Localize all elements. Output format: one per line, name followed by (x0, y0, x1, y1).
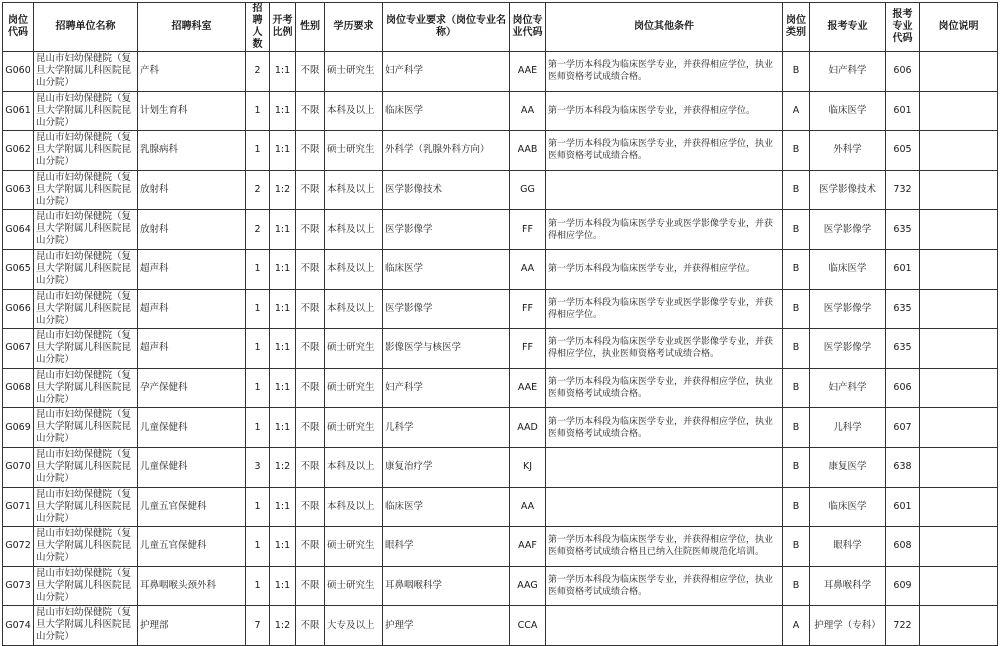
cell-other: 第一学历本科段为临床医学专业或医学影像学专业，并获得相应学位。 (546, 210, 783, 250)
header-major-req: 岗位专业要求（岗位专业名称） (383, 3, 510, 52)
cell-major: 医学影像技术 (383, 170, 510, 210)
cell-gender: 不限 (296, 170, 325, 210)
cell-note (920, 249, 998, 289)
cell-gender: 不限 (296, 487, 325, 527)
cell-gender: 不限 (296, 329, 325, 369)
cell-edu: 本科及以上 (325, 210, 383, 250)
cell-exam-code: 605 (886, 131, 920, 171)
cell-edu: 本科及以上 (325, 170, 383, 210)
cell-code: G071 (3, 487, 34, 527)
table-row (3, 131, 998, 171)
cell-unit: 昆山市妇幼保健院（复旦大学附属儿科医院昆山分院） (34, 447, 138, 487)
cell-exam-code: 722 (886, 606, 920, 646)
cell-category: B (783, 408, 810, 448)
cell-other: 第一学历本科段为临床医学专业，并获得相应学位，执业医师资格考试成绩合格。 (546, 131, 783, 171)
cell-count: 2 (246, 52, 270, 92)
cell-note (920, 289, 998, 329)
cell-exam-major: 医学影像技术 (810, 170, 886, 210)
cell-note (920, 131, 998, 171)
cell-unit: 昆山市妇幼保健院（复旦大学附属儿科医院昆山分院） (34, 249, 138, 289)
cell-major-code: AAB (510, 131, 546, 171)
cell-code: G074 (3, 606, 34, 646)
cell-count: 1 (246, 289, 270, 329)
cell-gender: 不限 (296, 606, 325, 646)
cell-dept: 放射科 (138, 170, 246, 210)
cell-exam-major: 眼科学 (810, 527, 886, 567)
cell-exam-major: 临床医学 (810, 249, 886, 289)
cell-gender: 不限 (296, 408, 325, 448)
cell-edu: 大专及以上 (325, 606, 383, 646)
cell-code: G063 (3, 170, 34, 210)
cell-exam-major: 临床医学 (810, 487, 886, 527)
header-note: 岗位说明 (920, 3, 998, 52)
cell-major-code: AA (510, 91, 546, 131)
cell-unit: 昆山市妇幼保健院（复旦大学附属儿科医院昆山分院） (34, 606, 138, 646)
cell-count: 7 (246, 606, 270, 646)
cell-major-code: FF (510, 289, 546, 329)
cell-category: B (783, 170, 810, 210)
cell-major: 眼科学 (383, 527, 510, 567)
cell-ratio: 1:1 (270, 368, 296, 408)
cell-ratio: 1:1 (270, 131, 296, 171)
cell-exam-major: 儿科学 (810, 408, 886, 448)
cell-major-code: AAE (510, 52, 546, 92)
cell-note (920, 170, 998, 210)
table-row (3, 447, 998, 487)
cell-dept: 放射科 (138, 210, 246, 250)
cell-exam-code: 635 (886, 210, 920, 250)
cell-ratio: 1:1 (270, 566, 296, 606)
cell-other: 第一学历本科段为临床医学专业，并获得相应学位，执业医师资格考试成绩合格。 (546, 368, 783, 408)
cell-gender: 不限 (296, 249, 325, 289)
header-exam-code: 报考专业代码 (886, 3, 920, 52)
cell-category: B (783, 447, 810, 487)
cell-dept: 孕产保健科 (138, 368, 246, 408)
cell-category: B (783, 131, 810, 171)
cell-exam-major: 护理学（专科） (810, 606, 886, 646)
cell-exam-code: 635 (886, 289, 920, 329)
cell-exam-code: 732 (886, 170, 920, 210)
cell-code: G070 (3, 447, 34, 487)
cell-ratio: 1:1 (270, 487, 296, 527)
cell-code: G067 (3, 329, 34, 369)
cell-edu: 硕士研究生 (325, 527, 383, 567)
cell-dept: 护理部 (138, 606, 246, 646)
table-row (3, 606, 998, 646)
cell-ratio: 1:1 (270, 527, 296, 567)
cell-code: G061 (3, 91, 34, 131)
cell-code: G065 (3, 249, 34, 289)
cell-major: 儿科学 (383, 408, 510, 448)
cell-unit: 昆山市妇幼保健院（复旦大学附属儿科医院昆山分院） (34, 368, 138, 408)
header-other: 岗位其他条件 (546, 3, 783, 52)
cell-major-code: AA (510, 487, 546, 527)
cell-unit: 昆山市妇幼保健院（复旦大学附属儿科医院昆山分院） (34, 91, 138, 131)
cell-major: 耳鼻咽喉科学 (383, 566, 510, 606)
cell-unit: 昆山市妇幼保健院（复旦大学附属儿科医院昆山分院） (34, 52, 138, 92)
cell-ratio: 1:1 (270, 289, 296, 329)
table-row (3, 368, 998, 408)
table-row (3, 566, 998, 606)
cell-exam-code: 601 (886, 487, 920, 527)
cell-edu: 硕士研究生 (325, 52, 383, 92)
cell-code: G066 (3, 289, 34, 329)
cell-ratio: 1:1 (270, 249, 296, 289)
cell-exam-major: 医学影像学 (810, 289, 886, 329)
cell-category: A (783, 606, 810, 646)
cell-gender: 不限 (296, 52, 325, 92)
cell-note (920, 408, 998, 448)
cell-exam-code: 635 (886, 329, 920, 369)
cell-ratio: 1:1 (270, 408, 296, 448)
cell-category: B (783, 329, 810, 369)
cell-note (920, 329, 998, 369)
header-gender: 性别 (296, 3, 325, 52)
cell-note (920, 210, 998, 250)
cell-unit: 昆山市妇幼保健院（复旦大学附属儿科医院昆山分院） (34, 408, 138, 448)
cell-major-code: AAD (510, 408, 546, 448)
cell-major-code: AA (510, 249, 546, 289)
cell-code: G060 (3, 52, 34, 92)
cell-major: 医学影像学 (383, 289, 510, 329)
cell-count: 1 (246, 91, 270, 131)
cell-exam-code: 609 (886, 566, 920, 606)
cell-other (546, 170, 783, 210)
cell-exam-major: 妇产科学 (810, 368, 886, 408)
cell-dept: 儿童保健科 (138, 408, 246, 448)
table-row (3, 329, 998, 369)
cell-ratio: 1:1 (270, 52, 296, 92)
cell-other: 第一学历本科段为临床医学专业，并获得相应学位。 (546, 91, 783, 131)
cell-count: 1 (246, 131, 270, 171)
table-row (3, 408, 998, 448)
cell-unit: 昆山市妇幼保健院（复旦大学附属儿科医院昆山分院） (34, 566, 138, 606)
cell-category: B (783, 249, 810, 289)
cell-major: 外科学（乳腺外科方向） (383, 131, 510, 171)
cell-major-code: FF (510, 329, 546, 369)
cell-exam-code: 607 (886, 408, 920, 448)
cell-count: 2 (246, 170, 270, 210)
cell-code: G062 (3, 131, 34, 171)
cell-exam-major: 耳鼻喉科学 (810, 566, 886, 606)
cell-unit: 昆山市妇幼保健院（复旦大学附属儿科医院昆山分院） (34, 329, 138, 369)
table-row (3, 91, 998, 131)
cell-dept: 儿童五官保健科 (138, 527, 246, 567)
cell-other: 第一学历本科段为临床医学专业或医学影像学专业，并获得相应学位，执业医师资格考试成绩合格。 (546, 329, 783, 369)
cell-unit: 昆山市妇幼保健院（复旦大学附属儿科医院昆山分院） (34, 487, 138, 527)
cell-ratio: 1:2 (270, 447, 296, 487)
table-row (3, 289, 998, 329)
cell-edu: 硕士研究生 (325, 329, 383, 369)
cell-major: 临床医学 (383, 91, 510, 131)
cell-other: 第一学历本科段为临床医学专业，并获得相应学位，执业医师资格考试成绩合格且已纳入住院医师规范化培训。 (546, 527, 783, 567)
cell-count: 1 (246, 487, 270, 527)
cell-major-code: AAG (510, 566, 546, 606)
cell-edu: 本科及以上 (325, 249, 383, 289)
cell-major-code: CCA (510, 606, 546, 646)
cell-dept: 儿童保健科 (138, 447, 246, 487)
cell-exam-major: 外科学 (810, 131, 886, 171)
cell-note (920, 527, 998, 567)
cell-count: 1 (246, 249, 270, 289)
cell-dept: 儿童五官保健科 (138, 487, 246, 527)
cell-count: 1 (246, 329, 270, 369)
recruitment-table (2, 2, 998, 646)
cell-other: 第一学历本科段为临床医学专业，并获得相应学位，执业医师资格考试成绩合格。 (546, 52, 783, 92)
cell-note (920, 91, 998, 131)
cell-category: B (783, 368, 810, 408)
cell-dept: 超声科 (138, 289, 246, 329)
cell-exam-major: 妇产科学 (810, 52, 886, 92)
cell-exam-code: 601 (886, 91, 920, 131)
cell-other: 第一学历本科段为临床医学专业，并获得相应学位，执业医师资格考试成绩合格。 (546, 408, 783, 448)
cell-note (920, 606, 998, 646)
cell-unit: 昆山市妇幼保健院（复旦大学附属儿科医院昆山分院） (34, 131, 138, 171)
cell-note (920, 566, 998, 606)
cell-unit: 昆山市妇幼保健院（复旦大学附属儿科医院昆山分院） (34, 210, 138, 250)
cell-gender: 不限 (296, 210, 325, 250)
cell-edu: 硕士研究生 (325, 131, 383, 171)
table-row (3, 527, 998, 567)
cell-edu: 本科及以上 (325, 447, 383, 487)
cell-gender: 不限 (296, 566, 325, 606)
cell-dept: 乳腺病科 (138, 131, 246, 171)
cell-other: 第一学历本科段为临床医学专业，并获得相应学位。 (546, 249, 783, 289)
cell-note (920, 447, 998, 487)
cell-dept: 耳鼻咽喉头颈外科 (138, 566, 246, 606)
cell-gender: 不限 (296, 527, 325, 567)
cell-edu: 本科及以上 (325, 487, 383, 527)
table-row (3, 249, 998, 289)
header-major-code: 岗位专业代码 (510, 3, 546, 52)
cell-other (546, 447, 783, 487)
header-exam-major: 报考专业 (810, 3, 886, 52)
cell-exam-major: 医学影像学 (810, 329, 886, 369)
cell-other: 第一学历本科段为临床医学专业，并获得相应学位，执业医师资格考试成绩合格。 (546, 566, 783, 606)
header-count: 招聘人数 (246, 3, 270, 52)
cell-category: B (783, 210, 810, 250)
cell-other: 第一学历本科段为临床医学专业或医学影像学专业，并获得相应学位。 (546, 289, 783, 329)
cell-ratio: 1:2 (270, 606, 296, 646)
header-row (3, 3, 998, 52)
cell-edu: 本科及以上 (325, 91, 383, 131)
cell-count: 1 (246, 527, 270, 567)
cell-exam-code: 638 (886, 447, 920, 487)
table-row (3, 52, 998, 92)
cell-gender: 不限 (296, 447, 325, 487)
cell-code: G072 (3, 527, 34, 567)
cell-major-code: AAE (510, 368, 546, 408)
cell-category: B (783, 487, 810, 527)
header-unit: 招聘单位名称 (34, 3, 138, 52)
table-row (3, 170, 998, 210)
header-dept: 招聘科室 (138, 3, 246, 52)
cell-note (920, 52, 998, 92)
cell-code: G068 (3, 368, 34, 408)
cell-major: 临床医学 (383, 249, 510, 289)
cell-category: B (783, 566, 810, 606)
cell-edu: 本科及以上 (325, 289, 383, 329)
cell-major: 影像医学与核医学 (383, 329, 510, 369)
cell-exam-major: 医学影像学 (810, 210, 886, 250)
header-code: 岗位代码 (3, 3, 34, 52)
cell-major-code: GG (510, 170, 546, 210)
cell-unit: 昆山市妇幼保健院（复旦大学附属儿科医院昆山分院） (34, 289, 138, 329)
cell-exam-code: 606 (886, 52, 920, 92)
table-row (3, 487, 998, 527)
cell-category: B (783, 527, 810, 567)
cell-gender: 不限 (296, 368, 325, 408)
cell-category: A (783, 91, 810, 131)
cell-ratio: 1:1 (270, 329, 296, 369)
cell-edu: 硕士研究生 (325, 566, 383, 606)
cell-major-code: AAF (510, 527, 546, 567)
cell-unit: 昆山市妇幼保健院（复旦大学附属儿科医院昆山分院） (34, 170, 138, 210)
cell-dept: 超声科 (138, 329, 246, 369)
cell-unit: 昆山市妇幼保健院（复旦大学附属儿科医院昆山分院） (34, 527, 138, 567)
cell-edu: 硕士研究生 (325, 368, 383, 408)
cell-code: G073 (3, 566, 34, 606)
cell-code: G064 (3, 210, 34, 250)
cell-count: 1 (246, 368, 270, 408)
cell-count: 3 (246, 447, 270, 487)
cell-note (920, 368, 998, 408)
cell-category: B (783, 52, 810, 92)
cell-exam-code: 601 (886, 249, 920, 289)
cell-major: 临床医学 (383, 487, 510, 527)
cell-count: 2 (246, 210, 270, 250)
cell-major: 妇产科学 (383, 52, 510, 92)
cell-gender: 不限 (296, 289, 325, 329)
cell-dept: 产科 (138, 52, 246, 92)
cell-dept: 超声科 (138, 249, 246, 289)
cell-ratio: 1:1 (270, 91, 296, 131)
cell-major: 康复治疗学 (383, 447, 510, 487)
cell-ratio: 1:2 (270, 170, 296, 210)
cell-count: 1 (246, 408, 270, 448)
cell-gender: 不限 (296, 131, 325, 171)
cell-other (546, 606, 783, 646)
cell-exam-code: 606 (886, 368, 920, 408)
table-row (3, 210, 998, 250)
cell-note (920, 487, 998, 527)
cell-major: 护理学 (383, 606, 510, 646)
cell-major-code: KJ (510, 447, 546, 487)
cell-major: 妇产科学 (383, 368, 510, 408)
cell-dept: 计划生育科 (138, 91, 246, 131)
header-ratio: 开考比例 (270, 3, 296, 52)
header-edu: 学历要求 (325, 3, 383, 52)
cell-gender: 不限 (296, 91, 325, 131)
cell-other (546, 487, 783, 527)
cell-major-code: FF (510, 210, 546, 250)
cell-category: B (783, 289, 810, 329)
cell-count: 1 (246, 566, 270, 606)
cell-exam-major: 康复医学 (810, 447, 886, 487)
header-category: 岗位类别 (783, 3, 810, 52)
cell-exam-major: 临床医学 (810, 91, 886, 131)
cell-code: G069 (3, 408, 34, 448)
cell-ratio: 1:1 (270, 210, 296, 250)
cell-edu: 硕士研究生 (325, 408, 383, 448)
cell-major: 医学影像学 (383, 210, 510, 250)
cell-exam-code: 608 (886, 527, 920, 567)
